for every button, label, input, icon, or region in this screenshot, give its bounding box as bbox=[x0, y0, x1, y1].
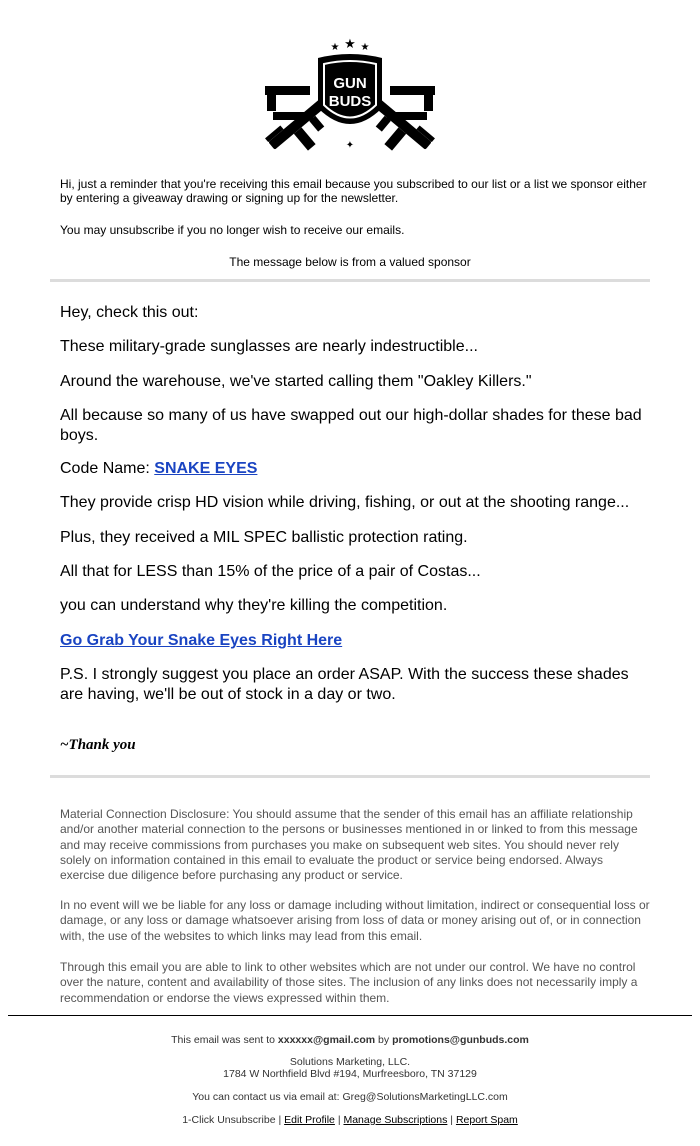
svg-text:★: ★ bbox=[330, 42, 340, 53]
paragraph-5: Plus, they received a MIL SPEC ballistic protection rating. bbox=[60, 529, 468, 546]
disclosure-1: Material Connection Disclosure: You should assume that the sender of this email has an affiliate relationship and/or another material connection to the persons or businesses mentioned in or linked to from this message and may receive commissions from purchases you make on subsequent web sites. You should never rely solely on information contained in this email to evaluate the product or service being endorsed. Always exercise due diligence before purchasing any product or service. bbox=[60, 807, 638, 883]
separator: | bbox=[334, 1114, 344, 1126]
divider-bottom bbox=[50, 775, 650, 778]
one-click-unsubscribe[interactable]: 1-Click Unsubscribe bbox=[182, 1114, 276, 1126]
sent-to-line bbox=[0, 1034, 700, 1046]
contact-line bbox=[0, 1091, 700, 1103]
sponsor-note: The message below is from a valued sponsor bbox=[229, 255, 471, 269]
company-name: Solutions Marketing, LLC. bbox=[289, 1056, 411, 1068]
sent-prefix: This email was sent to bbox=[171, 1034, 278, 1046]
svg-text:✦: ✦ bbox=[345, 140, 355, 151]
cta-line bbox=[60, 631, 650, 651]
reminder-text: Hi, just a reminder that you're receiving this email because you subscribed to our list or a list we sponsor either by entering a giveaway drawing or signing up for the newsletter. bbox=[60, 177, 647, 205]
ps-paragraph: P.S. I strongly suggest you place an order ASAP. With the success these shades are having, we'll be out of stock in a day or two. bbox=[60, 666, 629, 703]
manage-subscriptions-link[interactable]: Manage Subscriptions bbox=[343, 1114, 448, 1126]
paragraph-6: All that for LESS than 15% of the price of a pair of Costas... bbox=[60, 563, 481, 580]
svg-text:★: ★ bbox=[344, 36, 356, 51]
edit-profile-link[interactable]: Edit Profile bbox=[284, 1114, 335, 1126]
greeting: Hey, check this out: bbox=[60, 304, 199, 321]
signoff: ~Thank you bbox=[60, 737, 136, 753]
sent-by: by bbox=[375, 1034, 393, 1046]
paragraph-7: you can understand why they're killing the competition. bbox=[60, 597, 448, 614]
paragraph-1: These military-grade sunglasses are nearly indestructible... bbox=[60, 338, 478, 355]
sender-email: promotions@gunbuds.com bbox=[392, 1034, 529, 1046]
disclosure-3: Through this email you are able to link to other websites which are not under our control. We have no control over the nature, content and availability of those sites. The inclusion of any links does not necessarily imply a recommendation or endorse the views expressed within them. bbox=[60, 960, 638, 1005]
gunbuds-logo bbox=[255, 16, 445, 152]
svg-text:★: ★ bbox=[360, 42, 370, 53]
footer-rule bbox=[8, 1015, 692, 1016]
recipient-email: xxxxxx@gmail.com bbox=[277, 1034, 376, 1046]
divider-top bbox=[50, 279, 650, 282]
company-address: 1784 W Northfield Blvd #194, Murfreesboro, TN 37129 bbox=[223, 1068, 477, 1080]
paragraph-4: They provide crisp HD vision while driving, fishing, or out at the shooting range... bbox=[60, 494, 630, 511]
footer-links bbox=[0, 1114, 700, 1126]
logo-line-2: BUDS bbox=[328, 93, 372, 110]
unsubscribe-note: You may unsubscribe if you no longer wish to receive our emails. bbox=[60, 223, 405, 237]
logo-line-1: GUN bbox=[333, 75, 367, 92]
snake-eyes-link[interactable]: SNAKE EYES bbox=[154, 460, 258, 477]
disclosure-2: In no event will we be liable for any loss or damage including without limitation, indirect or consequential loss or damage, or any loss or damage whatsoever arising from loss of data or money arising out of, or in connection with, the use of the websites to which links may lead from this email. bbox=[60, 898, 650, 943]
separator: | bbox=[275, 1114, 285, 1126]
separator: | bbox=[447, 1114, 456, 1126]
contact-email: Greg@SolutionsMarketingLLC.com bbox=[342, 1091, 508, 1103]
contact-prefix: You can contact us via email at: bbox=[192, 1091, 343, 1103]
paragraph-3: All because so many of us have swapped out our high-dollar shades for these bad boys. bbox=[60, 407, 642, 444]
paragraph-2: Around the warehouse, we've started calling them "Oakley Killers." bbox=[60, 373, 532, 390]
report-spam-link[interactable]: Report Spam bbox=[455, 1114, 518, 1126]
cta-link[interactable]: Go Grab Your Snake Eyes Right Here bbox=[60, 632, 343, 649]
code-prefix: Code Name: bbox=[60, 460, 155, 477]
code-name-line bbox=[60, 459, 650, 479]
